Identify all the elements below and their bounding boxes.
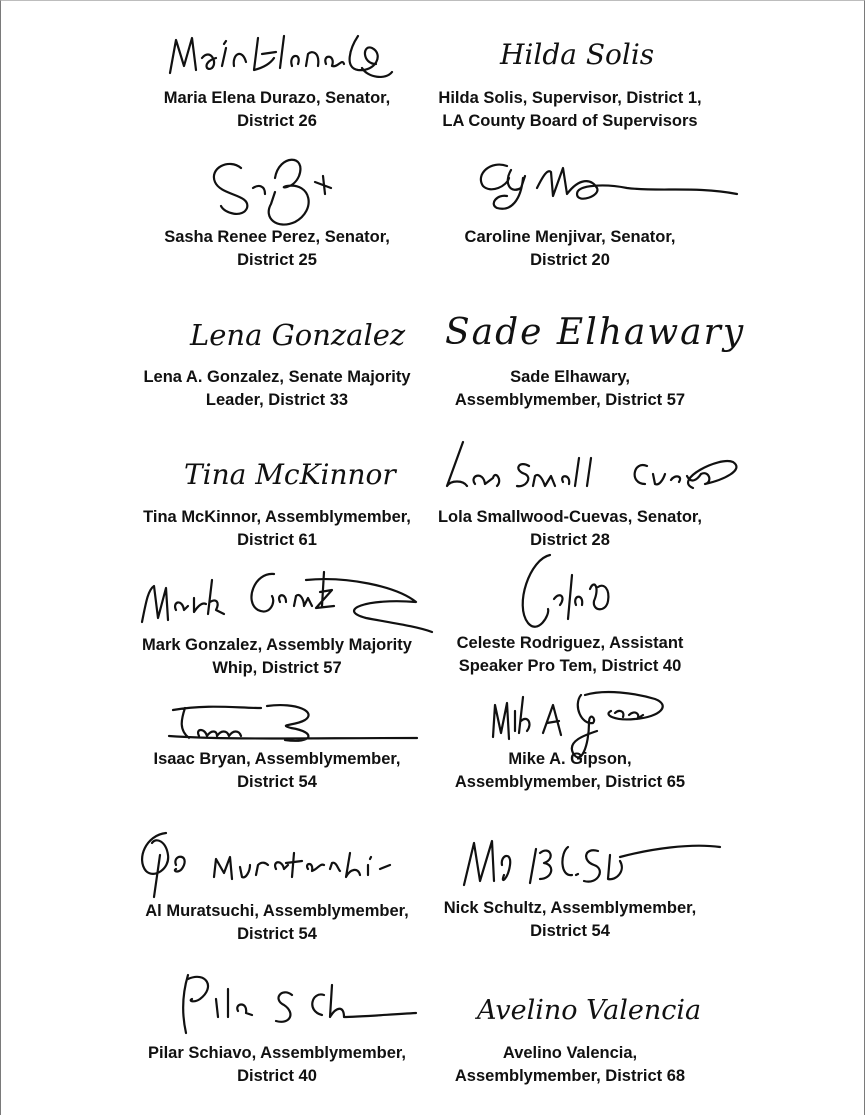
caption-name-line: Mike A. Gipson, xyxy=(508,750,632,768)
signatory-smallwood-cuevas xyxy=(415,440,725,555)
caption-district-line: LA County Board of Supervisors xyxy=(442,112,698,130)
caption-district-line: Whip, District 57 xyxy=(212,659,342,677)
caption-name-line: Mark Gonzalez, Assembly Majority xyxy=(142,636,412,654)
caption-name-line: Maria Elena Durazo, Senator, xyxy=(163,89,391,107)
caption-name-line: Celeste Rodriguez, Assistant xyxy=(456,634,684,652)
caption-name-line: Avelino Valencia, xyxy=(502,1044,638,1062)
signature-mckinnor: Tina McKinnor xyxy=(184,458,396,491)
signatory-valencia xyxy=(415,965,725,1090)
caption-district-line: Assemblymember, District 68 xyxy=(454,1067,686,1085)
caption-name-line: Tina McKinnor, Assemblymember, xyxy=(143,508,411,526)
signatory-mckinnor xyxy=(122,440,432,555)
signature-muratsuchi xyxy=(132,825,422,900)
signatory-gonzalez-lena xyxy=(122,300,432,415)
caption-name-line: Al Muratsuchi, Assemblymember, xyxy=(145,902,409,920)
signatory-schultz xyxy=(415,825,725,950)
caption-district-line: District 61 xyxy=(237,531,317,549)
signatory-perez xyxy=(122,148,432,273)
signatory-muratsuchi xyxy=(122,825,432,950)
caption-name-line: Sasha Renee Perez, Senator, xyxy=(164,228,390,246)
caption-district-line: Assemblymember, District 65 xyxy=(454,773,686,791)
signature-menjivar xyxy=(467,148,757,223)
caption-name-line: Lola Smallwood-Cuevas, Senator, xyxy=(437,508,703,526)
caption-district-line: District 54 xyxy=(237,773,317,791)
caption-district-line: District 20 xyxy=(530,251,610,269)
caption-district-line: District 26 xyxy=(237,112,317,130)
caption-district-line: District 54 xyxy=(530,922,610,940)
caption-name-line: Sade Elhawary, xyxy=(510,368,630,386)
caption-district-line: Speaker Pro Tem, District 40 xyxy=(458,657,682,675)
signature-schultz xyxy=(460,825,730,895)
signatory-solis xyxy=(415,18,725,133)
signature-elhawary: Sade Elhawary xyxy=(445,312,746,353)
signature-smallwood-cuevas xyxy=(433,440,753,500)
signature-solis: Hilda Solis xyxy=(500,38,655,71)
signatory-rodriguez xyxy=(415,545,725,685)
caption-district-line: Leader, District 33 xyxy=(205,391,349,409)
caption-district-line: District 54 xyxy=(237,925,317,943)
signature-bryan xyxy=(167,700,427,748)
signature-gonzalez-mark xyxy=(136,562,436,642)
signatory-menjivar xyxy=(415,148,725,273)
signatory-gipson xyxy=(415,675,725,800)
signatory-gonzalez-mark xyxy=(122,562,432,687)
signatory-bryan xyxy=(122,700,432,800)
caption-name-line: Nick Schultz, Assemblymember, xyxy=(443,899,697,917)
signature-valencia: Avelino Valencia xyxy=(477,995,702,1026)
caption-district-line: District 40 xyxy=(237,1067,317,1085)
signature-gonzalez-lena: Lena Gonzalez xyxy=(190,318,406,352)
caption-district-line: District 25 xyxy=(237,251,317,269)
caption-name-line: Hilda Solis, Supervisor, District 1, xyxy=(438,89,702,107)
caption-name-line: Isaac Bryan, Assemblymember, xyxy=(153,750,401,768)
caption-district-line: Assemblymember, District 57 xyxy=(454,391,686,409)
signatory-schiavo xyxy=(122,965,432,1090)
signature-perez xyxy=(207,148,347,233)
caption-name-line: Pilar Schiavo, Assemblymember, xyxy=(147,1044,406,1062)
caption-district-line: District 28 xyxy=(530,531,610,549)
signatory-elhawary xyxy=(415,300,746,415)
signatory-durazo xyxy=(122,18,432,133)
caption-name-line: Lena A. Gonzalez, Senate Majority xyxy=(143,368,411,386)
signature-schiavo xyxy=(172,965,422,1040)
caption-name-line: Caroline Menjivar, Senator, xyxy=(464,228,676,246)
signature-durazo xyxy=(162,18,392,88)
signature-rodriguez xyxy=(510,545,620,635)
